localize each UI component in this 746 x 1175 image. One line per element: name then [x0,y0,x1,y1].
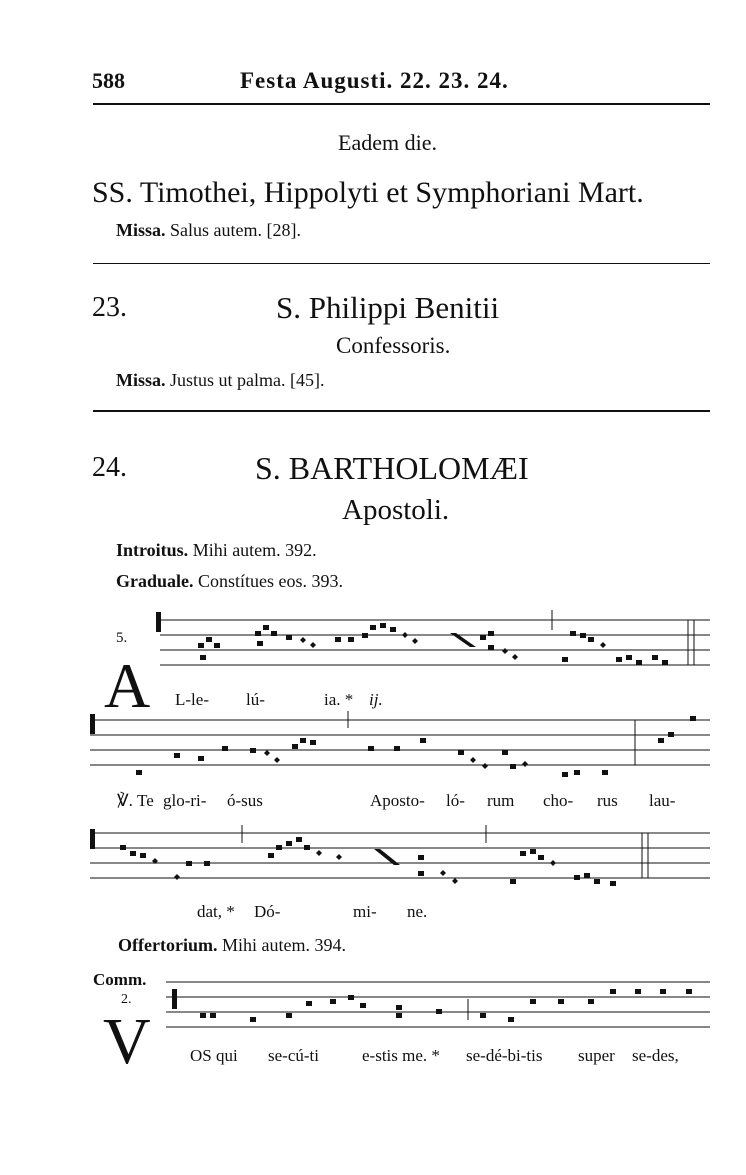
lyric-syllable: mi- [353,902,377,921]
lyric-syllable: ij. [369,690,383,709]
section-heading: Eadem die. [338,130,437,155]
verse-sign: ℣. [117,791,133,810]
missa-label: Missa. [116,220,166,240]
do-clef-icon [90,714,95,734]
lyric-syllable: se-cú-ti [268,1046,319,1065]
lyric-syllable: ló- [446,791,465,810]
introitus-label: Introitus. [116,540,189,560]
initial-letter: V [103,1005,151,1078]
offertorium-line [118,935,346,956]
lyric-syllable: super [578,1046,615,1065]
feast-title: S. Philippi Benitii [276,290,500,325]
chant-staff-3 [90,823,712,903]
lyric-syllable: se-dé-bi-tis [466,1046,543,1065]
lyric-syllable: rus [597,791,618,810]
lyric-syllable: Te [137,791,154,810]
missa-text: Salus autem. [28]. [170,220,301,240]
section-rule [93,410,710,412]
lyric-syllable: rum [487,791,515,810]
graduale-label: Graduale. [116,571,194,591]
running-title: Festa Augusti. 22. 23. 24. [240,68,509,93]
page-number: 588 [92,68,125,93]
introitus-text: Mihi autem. 392. [192,540,317,560]
lyric-syllable: ó-sus [227,791,263,810]
do-clef-icon [90,829,95,849]
mode-number: 2. [121,992,132,1007]
graduale-line [116,571,343,592]
chant-staff-4 [90,975,712,1035]
lyric-syllable: Dó- [254,902,281,921]
chant-staff-1 [90,605,712,685]
missa-text: Justus ut palma. [45]. [170,370,325,390]
lyric-syllable: cho- [543,791,574,810]
graduale-text: Constítues eos. 393. [198,571,344,591]
feast-title: SS. Timothei, Hippolyti et Symphoriani Mart. [92,176,644,209]
do-clef-icon [172,989,177,1009]
lyric-syllable: lú- [246,690,265,709]
initial-letter: A [104,650,151,721]
offertorium-text: Mihi autem. 394. [221,935,346,955]
missa-line [116,220,301,241]
lyric-syllable: Aposto- [370,791,425,810]
header-rule [93,103,710,105]
communio-label: Comm. [93,970,147,989]
lyric-syllable: se-des, [632,1046,679,1065]
lyric-syllable: lau- [649,791,676,810]
missa-line [116,370,325,391]
offertorium-label: Offertorium. [118,935,218,955]
do-clef-icon [156,612,161,632]
missa-label: Missa. [116,370,166,390]
feast-subtitle: Confessoris. [336,333,451,358]
lyric-syllable: ne. [407,902,428,921]
lyric-syllable: dat, * [197,902,235,921]
introitus-line [116,540,317,561]
lyric-syllable: e-stis me. * [362,1046,440,1065]
lyric-syllable: L-le- [175,690,209,709]
mode-number: 5. [116,630,128,646]
day-number: 23. [92,292,127,323]
day-number: 24. [92,452,127,483]
feast-title: S. BARTHOLOMÆI [255,450,529,486]
lyric-syllable: OS qui [190,1046,238,1065]
lyric-syllable: ia. * [324,690,354,709]
section-rule [93,263,710,264]
chant-staff-2 [90,708,712,788]
feast-subtitle: Apostoli. [342,494,450,526]
lyric-syllable: glo-ri- [163,791,207,810]
